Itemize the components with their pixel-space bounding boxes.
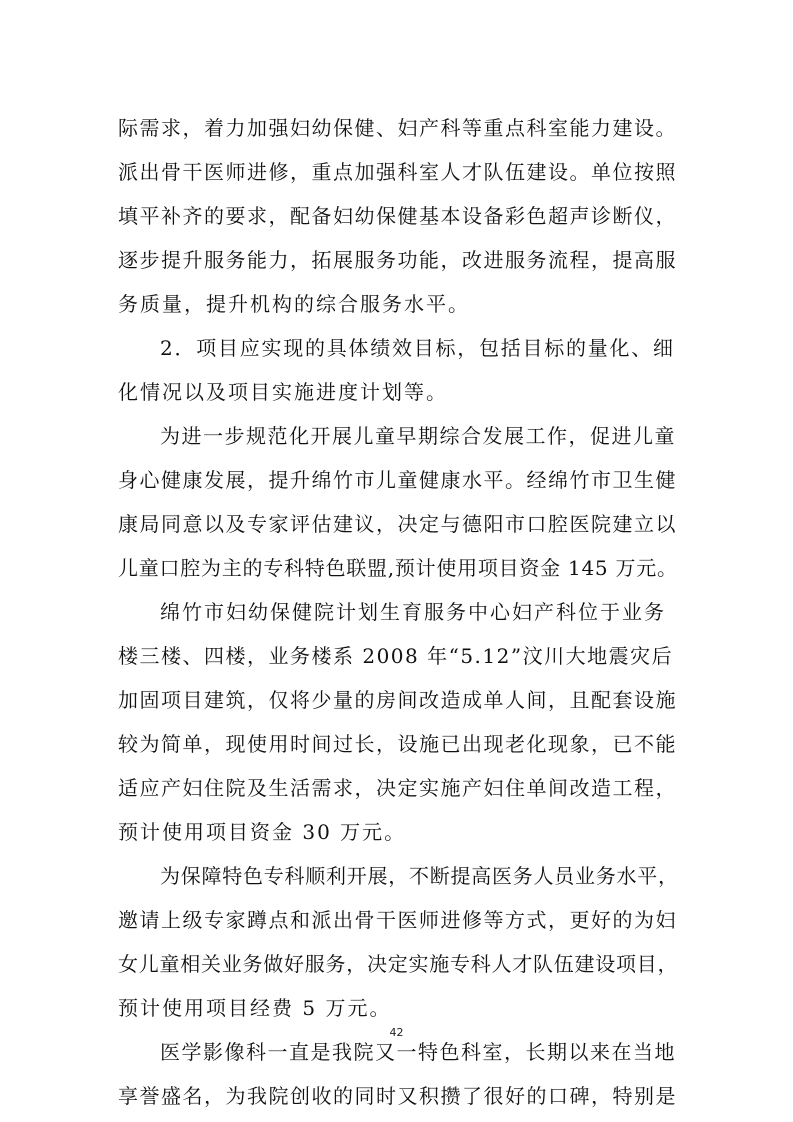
paragraph-start: 绵竹市妇幼保健院计划生育服务中心妇产科位于业务 xyxy=(160,600,666,624)
text-line: 邀请上级专家蹲点和派出骨干医师进修等方式，更好的为妇 xyxy=(118,908,677,932)
text-line: 较为简单，现使用时间过长，设施已出现老化现象，已不能 xyxy=(118,732,677,756)
text-line: 逐步提升服务能力，拓展服务功能，改进服务流程，提高服 xyxy=(118,248,677,272)
paragraph-start: 为进一步规范化开展儿童早期综合发展工作，促进儿童 xyxy=(160,424,676,448)
text-line: 化情况以及项目实施进度计划等。 xyxy=(118,380,448,404)
text-line: 儿童口腔为主的专科特色联盟,预计使用项目资金 145 万元。 xyxy=(118,556,678,580)
text-line: 身心健康发展，提升绵竹市儿童健康水平。经绵竹市卫生健 xyxy=(118,468,677,492)
text-line: 康局同意以及专家评估建议，决定与德阳市口腔医院建立以 xyxy=(118,512,677,536)
text-line: 派出骨干医师进修，重点加强科室人才队伍建设。单位按照 xyxy=(118,160,677,184)
text-line: 适应产妇住院及生活需求，决定实施产妇住单间改造工程， xyxy=(118,776,677,800)
text-line: 填平补齐的要求，配备妇幼保健基本设备彩色超声诊断仪， xyxy=(118,204,677,228)
text-line: 际需求，着力加强妇幼保健、妇产科等重点科室能力建设。 xyxy=(118,116,677,140)
text-line: 预计使用项目经费 5 万元。 xyxy=(118,996,392,1020)
paragraph-start: 医学影像科一直是我院又一特色科室，长期以来在当地 xyxy=(160,1040,676,1064)
text-line: 享誉盛名，为我院创收的同时又积攒了很好的口碑，特别是 xyxy=(118,1084,677,1108)
section-heading: 2．项目应实现的具体绩效目标，包括目标的量化、细 xyxy=(160,336,675,360)
text-line: 加固项目建筑，仅将少量的房间改造成单人间，且配套设施 xyxy=(118,688,677,712)
text-line: 女儿童相关业务做好服务，决定实施专科人才队伍建设项目， xyxy=(118,952,679,976)
text-line: 楼三楼、四楼，业务楼系 2008 年“5.12”汶川大地震灾后 xyxy=(118,644,674,668)
page-number: 42 xyxy=(389,1026,404,1039)
text-line: 务质量，提升机构的综合服务水平。 xyxy=(118,292,470,316)
text-line: 预计使用项目资金 30 万元。 xyxy=(118,820,407,844)
paragraph-start: 为保障特色专科顺利开展，不断提高医务人员业务水平， xyxy=(160,864,679,888)
